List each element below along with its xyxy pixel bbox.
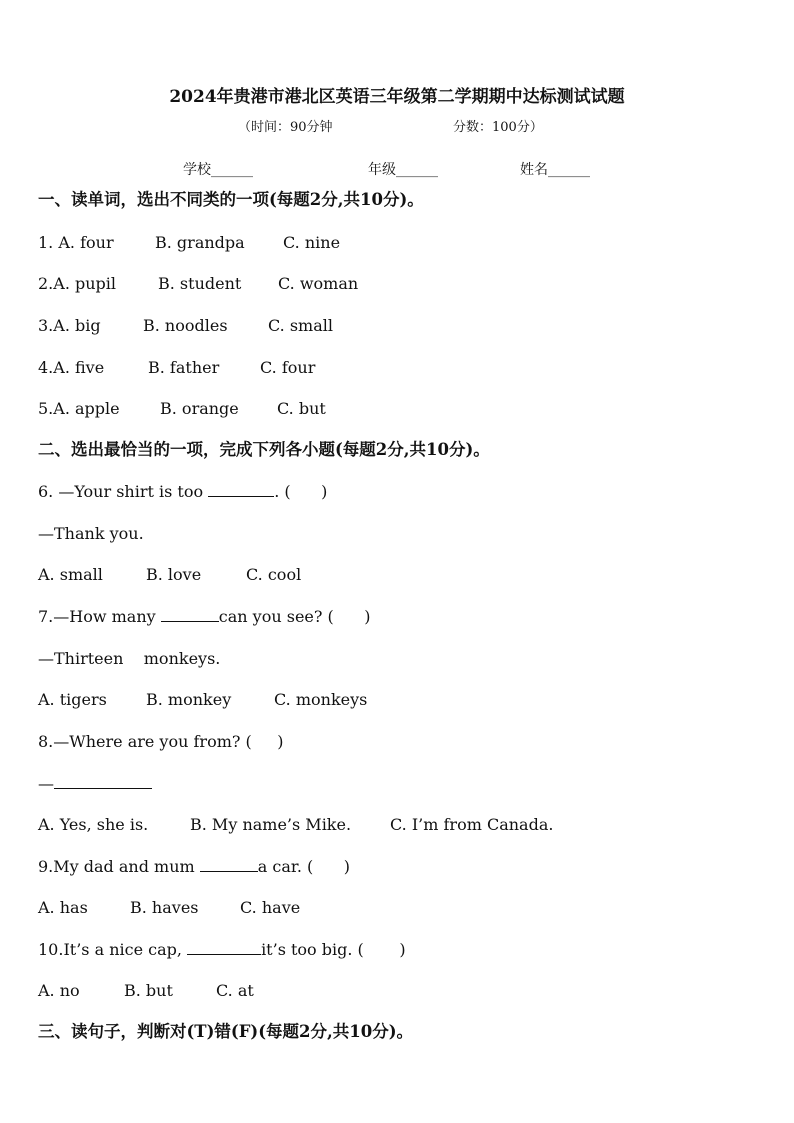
section1-heading: 一、读单词，选出不同类的一项(每题2分,共10分)。	[38, 190, 424, 209]
q10-stem: 10.It’s a nice cap, it’s too big. ( )	[38, 940, 406, 959]
q3-option-c: C. small	[268, 316, 333, 335]
q6-blank[interactable]	[208, 482, 274, 497]
q8-option-a: A. Yes, she is.	[38, 815, 149, 834]
q6-option-a: A. small	[38, 565, 103, 584]
q6-reply: —Thank you.	[38, 524, 144, 543]
q1-option-b: B. grandpa	[155, 233, 245, 252]
q4-option-b: B. father	[148, 358, 220, 377]
q2-option-c: C. woman	[278, 274, 359, 293]
q8-option-b: B. My name’s Mike.	[190, 815, 352, 834]
q6-stem: 6. —Your shirt is too . ( )	[38, 482, 328, 501]
q9-blank[interactable]	[200, 857, 258, 872]
q6-option-c: C. cool	[246, 565, 302, 584]
q1-option-a: 1. A. four	[38, 233, 114, 252]
q8-blank[interactable]	[54, 774, 152, 789]
exam-score: 分数：100分）	[453, 120, 543, 135]
q10-option-c: C. at	[216, 981, 254, 1000]
q3-option-a: 3.A. big	[38, 316, 101, 335]
q6-option-b: B. love	[146, 565, 202, 584]
q5-option-b: B. orange	[160, 399, 239, 418]
q8-option-c: C. I’m from Canada.	[390, 815, 554, 834]
q9-stem: 9.My dad and mum a car. ( )	[38, 857, 350, 876]
school-field[interactable]: 学校______	[183, 162, 253, 178]
q9-option-b: B. haves	[130, 898, 199, 917]
q7-option-c: C. monkeys	[274, 690, 368, 709]
exam-time: （时间：90分钟	[238, 120, 333, 135]
q3-option-b: B. noodles	[143, 316, 228, 335]
q2-option-b: B. student	[158, 274, 242, 293]
q1-option-c: C. nine	[283, 233, 341, 252]
q10-blank[interactable]	[187, 940, 261, 955]
q7-option-b: B. monkey	[146, 690, 232, 709]
q7-blank[interactable]	[161, 607, 219, 622]
q5-option-c: C. but	[277, 399, 326, 418]
section3-heading: 三、读句子，判断对(T)错(F)(每题2分,共10分)。	[38, 1022, 414, 1041]
q7-stem: 7.—How many can you see? ( )	[38, 607, 371, 626]
name-field[interactable]: 姓名______	[520, 162, 590, 178]
section2-heading: 二、选出最恰当的一项，完成下列各小题(每题2分,共10分)。	[38, 440, 490, 459]
q5-option-a: 5.A. apple	[38, 399, 120, 418]
q9-option-c: C. have	[240, 898, 301, 917]
q9-option-a: A. has	[38, 898, 88, 917]
q4-option-a: 4.A. five	[38, 358, 105, 377]
grade-field[interactable]: 年级______	[368, 162, 438, 178]
q2-option-a: 2.A. pupil	[38, 274, 117, 293]
q7-option-a: A. tigers	[38, 690, 107, 709]
q7-reply: —Thirteen monkeys.	[38, 649, 221, 668]
q10-option-b: B. but	[124, 981, 173, 1000]
q8-reply: —	[38, 774, 152, 794]
page-title: 2024年贵港市港北区英语三年级第二学期期中达标测试试题	[169, 87, 625, 107]
q4-option-c: C. four	[260, 358, 316, 377]
q8-stem: 8.—Where are you from? ( )	[38, 732, 284, 751]
q10-option-a: A. no	[38, 981, 80, 1000]
